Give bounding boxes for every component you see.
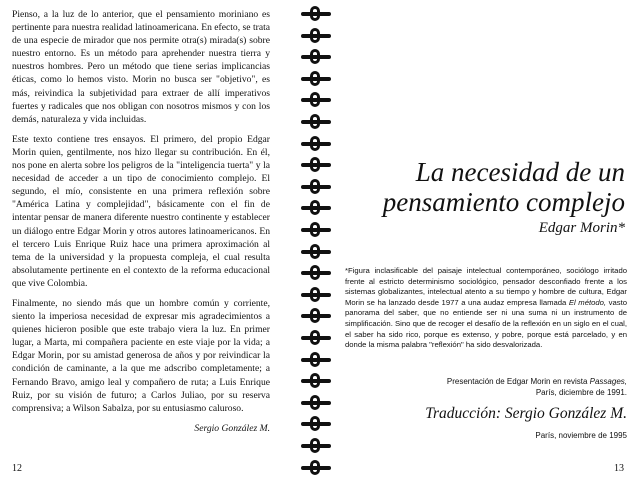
presentation-place-date: París, diciembre de 1991. — [535, 388, 627, 397]
spiral-coil — [298, 416, 334, 432]
spiral-bar — [301, 401, 331, 405]
spiral-bar — [301, 206, 331, 210]
spiral-coil — [298, 460, 334, 476]
spiral-bar — [301, 271, 331, 275]
spiral-bar — [301, 358, 331, 362]
spiral-coil — [298, 222, 334, 238]
page-number-left: 12 — [12, 463, 22, 474]
spiral-bar — [301, 163, 331, 167]
spiral-coil — [298, 352, 334, 368]
spiral-coil — [298, 395, 334, 411]
spiral-coil — [298, 114, 334, 130]
spiral-coil — [298, 28, 334, 44]
spiral-bar — [301, 228, 331, 232]
paragraph-2: Este texto contiene tres ensayos. El primero, del propio Edgar Morin quien, gentilmente, nos hizo llegar su contribución. En él, nos pone en alerta sobre los peligros de la "inteligencia tuerta" y la necesidad de acceder a un tipo de conocimiento complejo. El segundo, el mío, consistente en una primera reflexión sobre "América Latina y complejidad", básicamente con el fin de intentar pensar de manera diferente nuestro continente y establecer un diálogo entre Edgar Morin y otros autores latinoamericanos. En el tercero Luis Enrique Ruiz hace una primera aproximación al tema de la universidad y la propuesta compleja, el cual resulta absolutamente pertinente en el contexto de la reforma educacional que vive Colombia. — [12, 133, 270, 289]
chapter-title: La necesidad de un pensamiento complejo — [382, 157, 625, 217]
spiral-bar — [301, 379, 331, 383]
spiral-coil — [298, 136, 334, 152]
spiral-coil — [298, 6, 334, 22]
spiral-coil — [298, 308, 334, 324]
chapter-author: Edgar Morin* — [538, 220, 625, 236]
spiral-bar — [301, 77, 331, 81]
paragraph-1: Pienso, a la luz de lo anterior, que el pensamiento moriniano es pertinente para nuestra realidad latinoamericana. En efecto, se trata de una especie de mirador que nos permite otra(s) mirada(s) sobre nuestro entorno. Es un método para aprehender nuestra tierra y nuestros hombres. Pero un método que tiene serias implicancias éticas, como lo hemos visto. Morin no busca ser "objetivo", es más, reivindica la subjetividad para extraer de allí imperativos fuertes y radicales que nos obligan con nosotros mismos y con los demás, naturaleza y vida incluidas. — [12, 9, 270, 125]
presentation-magazine: Passages, — [589, 377, 627, 386]
author-footnote — [345, 266, 627, 351]
spiral-coil — [298, 49, 334, 65]
spiral-bar — [301, 314, 331, 318]
spiral-binding — [298, 0, 334, 493]
spiral-coil — [298, 71, 334, 87]
spiral-bar — [301, 185, 331, 189]
spiral-bar — [301, 422, 331, 426]
presentation-prefix: Presentación de Edgar Morin en revista — [446, 377, 590, 386]
spiral-bar — [301, 98, 331, 102]
spiral-bar — [301, 12, 331, 16]
spiral-coil — [298, 157, 334, 173]
spiral-coil — [298, 330, 334, 346]
spiral-bar — [301, 250, 331, 254]
spiral-bar — [301, 444, 331, 448]
spiral-coil — [298, 200, 334, 216]
translation-place-date: París, noviembre de 1995 — [535, 431, 627, 440]
spiral-coil — [298, 265, 334, 281]
paragraph-3: Finalmente, no siendo más que un hombre común y corriente, siento la imperiosa necesidad de expresar mis agradecimientos a quienes hicieron posible que este trabajo viera la luz. En primer lugar, a Marta, mi compañera paciente en este viaje por la vida; a Edgar Morin, por su amistad generosa de años y por reivindicar la condición de caminante, a la que me adscribo completamente; a Fernando Bravo, amigo leal y compañero de ruta; a Luis Enrique Ruiz, por su visión de futuro; a Carlos Juliao, por su reserva comprensiva; a Wilson Sabalza, por su entusiasmo caluroso. — [12, 297, 270, 414]
signature: Sergio González M. — [194, 422, 270, 434]
spiral-coil — [298, 92, 334, 108]
spiral-coil — [298, 287, 334, 303]
page-number-right: 13 — [614, 463, 624, 474]
footnote-text-end: vasto panorama del saber, que no entiende ser ni una suma ni un instrumento de simplificación. Sino que de recoger el desafío de la reflexión en un siglo en el cual, el saber ha sido rico, porque es extenso, y pobre, porque está parcelado, y en donde la misma palabra "reflexión" ha sido desvalorizada. — [345, 297, 627, 350]
spiral-coil — [298, 373, 334, 389]
spiral-bar — [301, 293, 331, 297]
footnote-work-title: El método, — [568, 297, 607, 307]
left-page — [0, 0, 300, 493]
spiral-bar — [301, 466, 331, 470]
spiral-bar — [301, 120, 331, 124]
spiral-bar — [301, 34, 331, 38]
spiral-coil — [298, 244, 334, 260]
spiral-bar — [301, 55, 331, 59]
spiral-bar — [301, 142, 331, 146]
right-page — [335, 0, 638, 493]
spiral-coil — [298, 438, 334, 454]
footnote-text-start: *Figura inclasificable del paisaje intelectual contemporáneo, sociólogo irritado frente al estricto determinismo sociológico, pensador desconfiado frente a los sistemas globalizantes, intelectual atento a su tiempo y hombre de cultura, Edgar Morin se ha lanzado desde 1977 a una audaz empresa llamada — [345, 266, 627, 307]
spiral-coil — [298, 179, 334, 195]
translation-credit: Traducción: Sergio González M. — [425, 405, 627, 422]
presentation-credit — [355, 376, 627, 398]
spiral-bar — [301, 336, 331, 340]
left-page-text — [12, 8, 270, 442]
